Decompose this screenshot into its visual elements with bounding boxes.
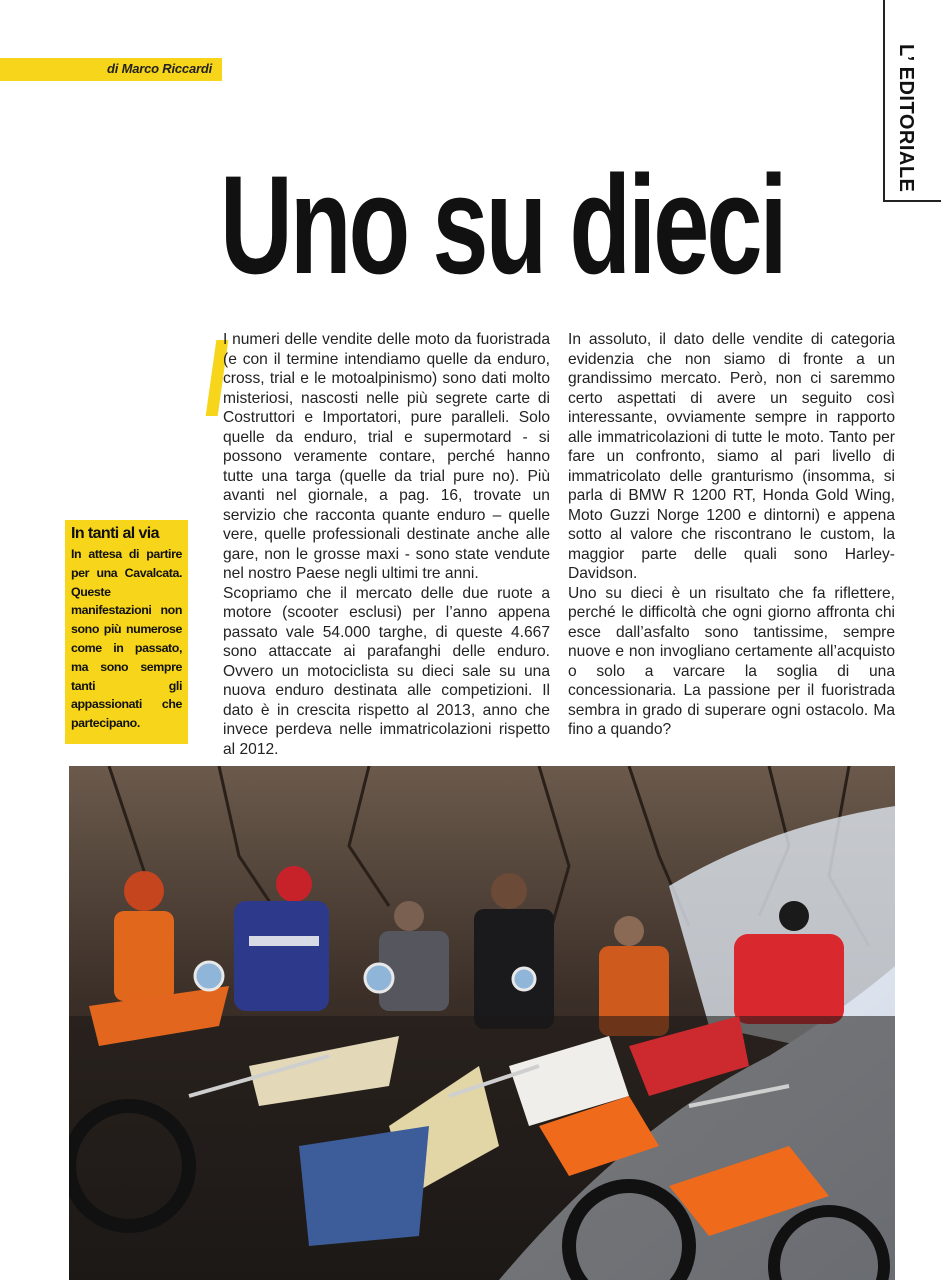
paragraph-text: numeri delle vendite delle moto da fuoristrada (e con il termine intendiamo quelle da enduro, cross, trial e le motoalpinismo) sono dati molto misteriosi, nascosti nelle più segrete carte di Costruttori e Importatori, pure paralleli. Solo quelle da enduro, trial e supermotard - si possono veramente contare, perché hanno tutte una targa (quelle da trial pure no). Più avanti nel giornale, a pag. 16, trovate un servizio che racconta quante enduro – quelle vere, quelle professionali destinate anche alle gare, non le grosse maxi - sono state vendute nel nostro Paese negli ultimi tre anni. <box>223 331 550 582</box>
caption-heading: In tanti al via <box>71 525 159 542</box>
body-column-2 <box>568 330 895 740</box>
section-label: L’ EDITORIALE <box>895 44 917 193</box>
author-bar <box>0 58 222 81</box>
author-byline: di Marco Riccardi <box>107 61 212 76</box>
photo-illustration <box>69 766 895 1280</box>
photo-caption-box <box>65 520 188 744</box>
body-paragraph: Scopriamo che il mercato delle due ruote a motore (scooter esclusi) per l’anno appena passato vale 54.000 targhe, di queste 4.667 sono attaccate ai parafanghi delle enduro. Ovvero un motociclista su dieci sale su una nuova enduro destinata alle competizioni. Il dato è in crescita rispetto al 2013, anno che invece perdeva nelle immatricolazioni rispetto al 2012. <box>223 584 550 758</box>
body-column-1 <box>223 330 550 759</box>
body-paragraph <box>223 330 550 584</box>
dropcap: I <box>223 331 228 348</box>
body-paragraph: In assoluto, il dato delle vendite di categoria evidenzia che non siamo di fronte a un grandissimo mercato. Però, non ci saremmo certo aspettati di avere un seguito così interessante, ovviamente sempre in rapporto alle immatricolazioni di tutte le moto. Tanto per fare un confronto, siamo al pari livello di immatricolato delle granturismo (insomma, si parla di BMW R 1200 RT, Honda Gold Wing, Moto Guzzi Norge 1200 e dintorni) e appena sotto al valore che riscontrano le custom, la maggior parte delle quali sono Harley-Davidson. <box>568 331 895 582</box>
enduro-riders-photo <box>69 766 895 1280</box>
section-tab <box>883 0 941 202</box>
article-title: Uno su dieci <box>220 146 785 303</box>
body-paragraph: Uno su dieci è un risultato che fa riflettere, perché le difficoltà che ogni giorno affronta chi esce dall’asfalto sono tantissime, sempre nuove e non invogliano certamente all’acquisto o solo a varcare la soglia di una concessionaria. La passione per il fuoristrada sembra in grado di superare ogni ostacolo. Ma fino a quando? <box>568 584 895 738</box>
caption-text: In attesa di partire per una Cavalcata. Queste manifestazioni non sono più numerose come in passato, ma sono sempre tanti gli appassionati che partecipano. <box>71 547 182 731</box>
